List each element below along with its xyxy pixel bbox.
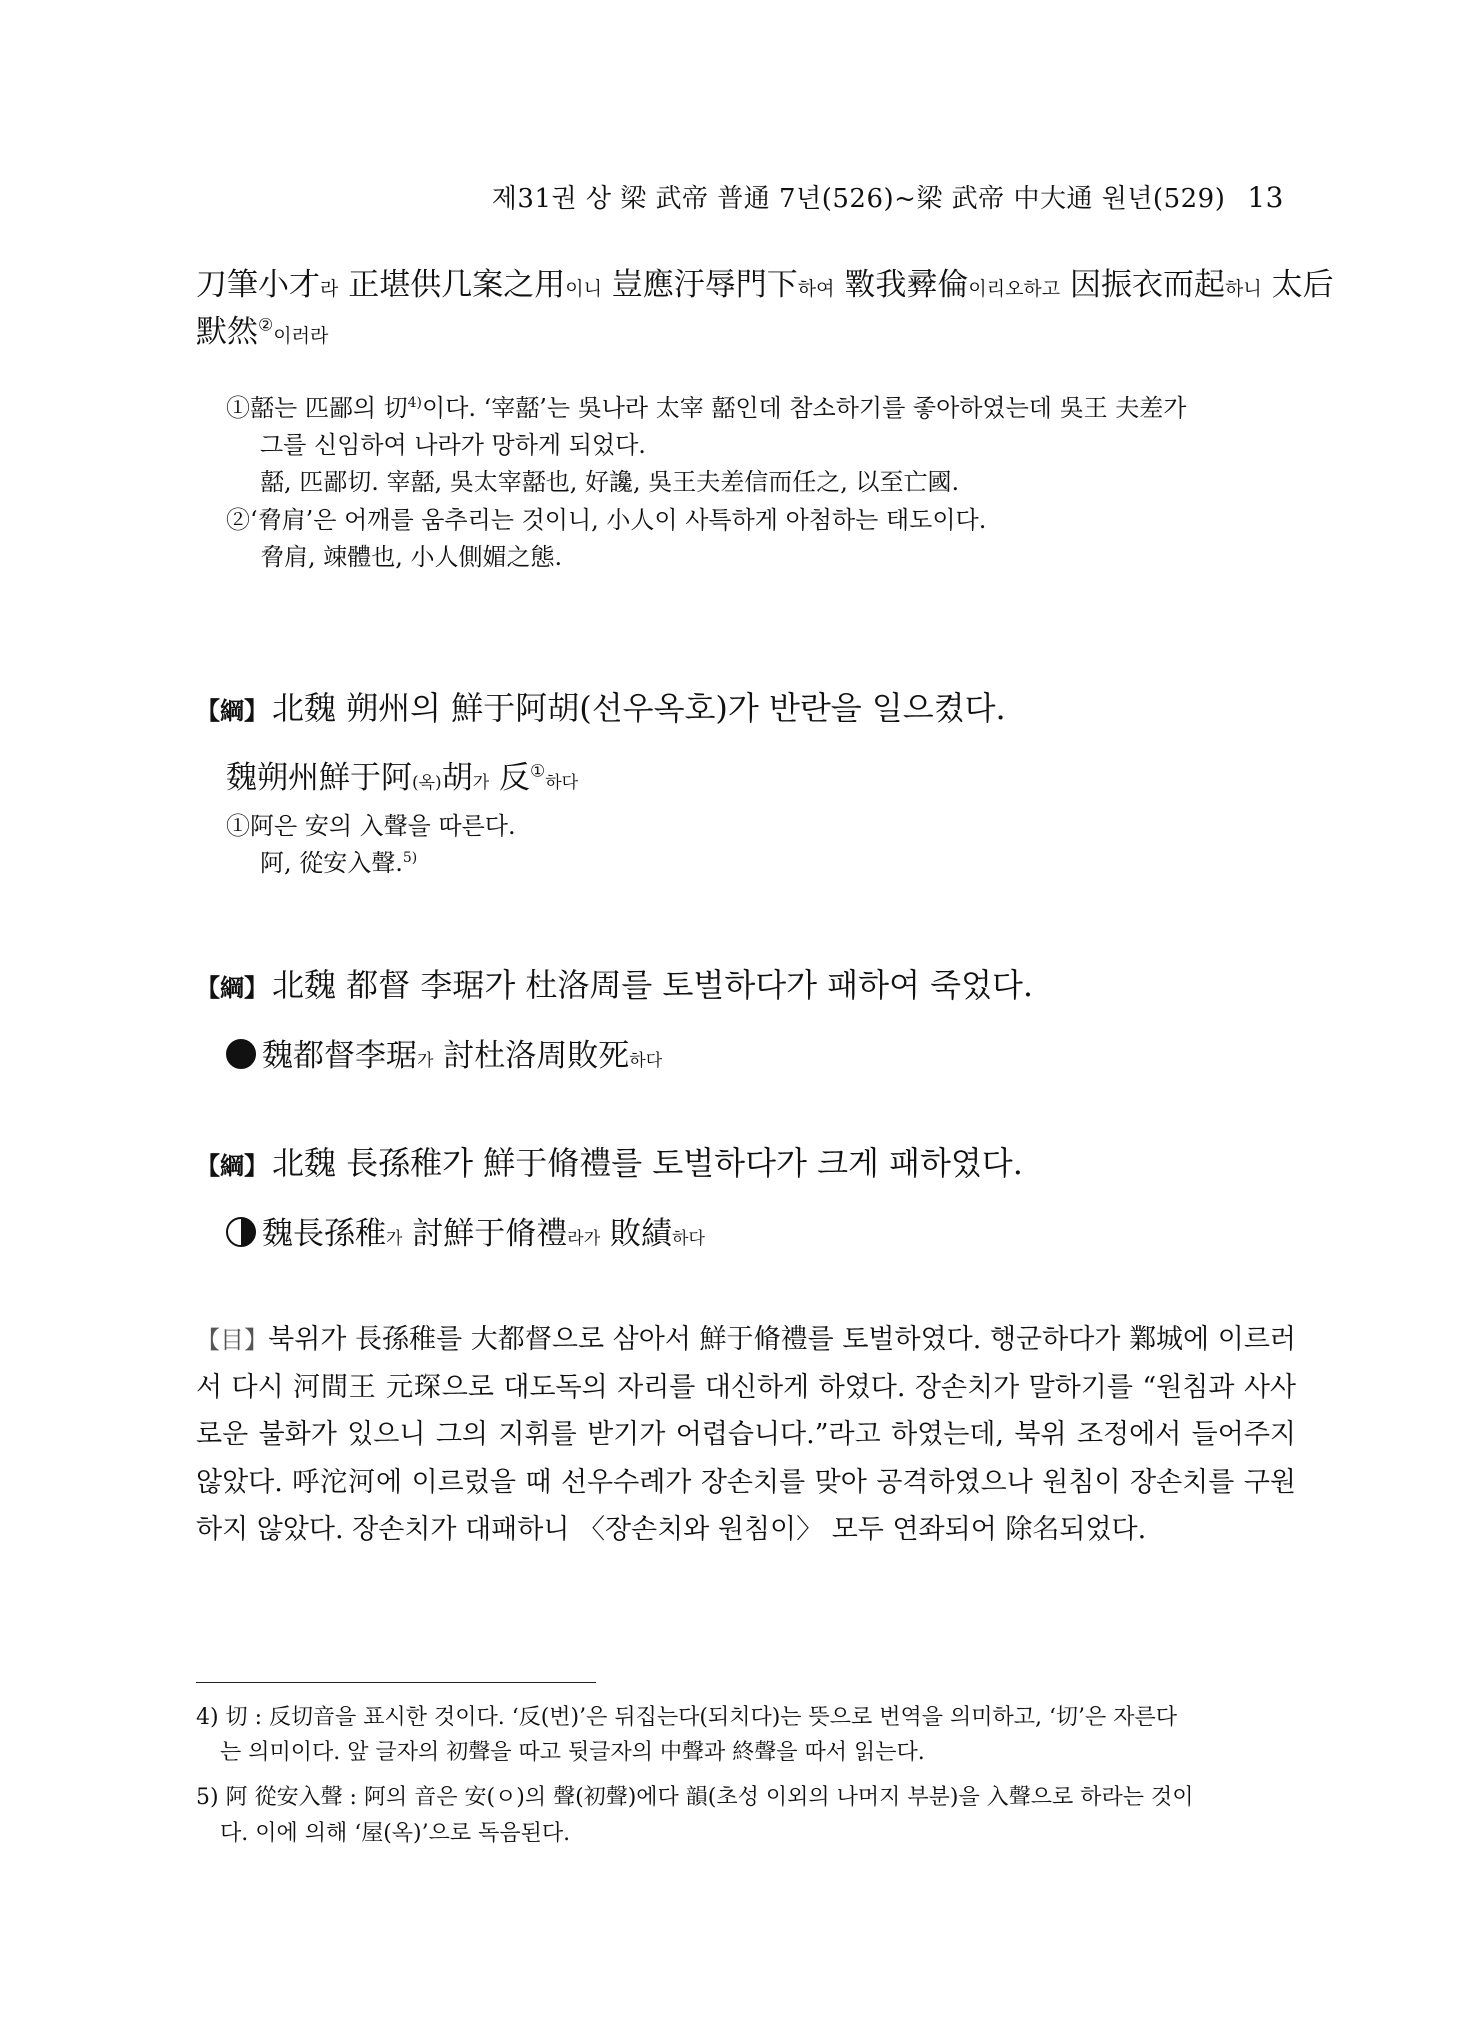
mok-paragraph (196, 1316, 1296, 1554)
note-marker: ② (258, 315, 274, 336)
footnote-4-line-1: 4) 切 : 反切音을 표시한 것이다. ‘反(번)’은 뒤집는다(되치다)는 뜻으로 번역을 의미하고, ‘切’은 자른다 (196, 1705, 1178, 1730)
text-particle: 가 (417, 1051, 434, 1071)
text-particle: 하니 (1225, 278, 1262, 300)
section-3-title: 北魏 長孫稚가 鮮于脩禮를 토벌하다가 크게 패하였다. (272, 1144, 1023, 1182)
section-3-original (226, 1208, 705, 1253)
text-segment: 豈應汙辱門下 (601, 267, 798, 303)
text-segment: 魏長孫稚 (262, 1216, 386, 1252)
section-1-notes (226, 808, 1286, 882)
top-original-text (196, 262, 1334, 355)
footnote-divider (196, 1682, 596, 1683)
text-segment: 敗績 (600, 1216, 673, 1252)
gang-tag: 【綱】 (196, 696, 268, 725)
text-particle: 이니 (565, 278, 602, 300)
section-1-title: 北魏 朔州의 鮮于阿胡(선우옥호)가 반란을 일으켰다. (272, 689, 1006, 727)
mok-text: 북위가 長孫稚를 大都督으로 삼아서 鮮于脩禮를 토벌하였다. 행군하다가 鄴城에 이르러서 다시 河間王 元琛으로 대도독의 자리를 대신하게 하였다. 장손치가 말하기를 “원침과 사사로운 불화가 있으니 그의 지휘를 받기가 어렵습니다.”라고 하였는데, 북위 조정에서 들어주지 않았다. 呼沱河에 이르렀을 때 선우수례가 장손치를 맞아 공격하였으나 원침이 장손치를 구원하지 않았다. 장손치가 대패하니 〈장손치와 원침이〉 모두 연좌되어 除名되었다. (196, 1324, 1296, 1546)
mok-tag: 【目】 (196, 1326, 269, 1354)
text-segment: 討杜洛周敗死 (433, 1038, 630, 1074)
text-segment: 斁我彛倫 (834, 267, 969, 303)
half-circle-icon (226, 1217, 256, 1247)
footnote-5-line-1: 5) 阿 從安入聲 : 阿의 音은 安(ㅇ)의 聲(初聲)에다 韻(초성 이외의 나머지 부분)을 入聲으로 하라는 것이 (196, 1785, 1194, 1811)
footnote-ref: 4) (407, 395, 423, 411)
footnote-4 (196, 1700, 1296, 1770)
note-2-line-1: ②‘脅肩’은 어깨를 움추리는 것이니, 小人이 사특하게 아첨하는 태도이다. (226, 505, 987, 534)
text-particle: 가 (472, 773, 490, 793)
text-particle: 이러라 (273, 324, 329, 347)
footnote-5 (196, 1780, 1296, 1850)
text-segment: 正堪供几案之用 (338, 267, 566, 303)
section-3-heading (196, 1138, 1023, 1184)
section-2-title: 北魏 都督 李琚가 杜洛周를 토벌하다가 패하여 죽었다. (272, 966, 1034, 1004)
text-particle: 하여 (797, 278, 835, 300)
note-text: 阿, 從安入聲. (260, 849, 403, 878)
section-1-heading (196, 683, 1006, 729)
note-text: 이다. ‘宰嚭’는 吳나라 太宰 嚭인데 참소하기를 좋아하였는데 吳王 夫差가 (422, 394, 1187, 422)
note-1-line-1 (226, 390, 1286, 427)
text-segment: 魏都督李琚 (262, 1038, 417, 1074)
top-text-line-1 (196, 262, 1334, 309)
reading-annotation: (옥) (412, 773, 442, 793)
section-1-note-line-2 (226, 845, 1286, 882)
text-particle: 하다 (545, 773, 579, 793)
gang-tag: 【綱】 (196, 1151, 268, 1180)
footnote-5-line-2: 다. 이에 의해 ‘屋(옥)’으로 독음된다. (220, 1820, 571, 1846)
note-2-line-2: 脅肩, 竦體也, 小人側媚之態. (260, 542, 563, 571)
text-particle: 하다 (629, 1051, 663, 1071)
note-text: ①嚭는 匹鄙의 切 (226, 394, 408, 422)
text-particle: 가 (386, 1229, 403, 1249)
gang-tag: 【綱】 (196, 973, 268, 1002)
note-1-line-3: 嚭, 匹鄙切. 宰嚭, 吳太宰嚭也, 好讒, 吳王夫差信而任之, 以至亡國. (260, 468, 960, 497)
footnote-ref: 5) (402, 850, 418, 867)
section-1-original (226, 752, 578, 797)
text-segment: 討鮮于脩禮 (402, 1216, 568, 1252)
full-circle-icon (226, 1039, 256, 1069)
text-segment: 太后 (1261, 267, 1334, 303)
top-text-line-2 (196, 309, 1296, 356)
footnote-4-line-2: 는 의미이다. 앞 글자의 初聲을 따고 뒷글자의 中聲과 終聲을 따서 읽는다. (220, 1740, 925, 1766)
text-segment: 胡 (441, 760, 473, 796)
running-title: 제31권 상 梁 武帝 普通 7년(526)~梁 武帝 中大通 원년(529) (491, 184, 1226, 214)
page-number: 13 (1247, 181, 1284, 214)
text-particle: 하다 (672, 1229, 705, 1249)
text-segment: 默然 (196, 313, 258, 350)
note-marker: ① (529, 761, 546, 782)
section-2-original (226, 1030, 662, 1075)
footnotes (196, 1700, 1296, 1861)
text-particle: 라가 (567, 1229, 601, 1249)
note-1-line-2: 그를 신임하여 나라가 망하게 되었다. (260, 431, 646, 460)
section-1-note-line-1: ①阿은 安의 入聲을 따른다. (226, 812, 516, 840)
top-notes (226, 390, 1286, 576)
text-segment: 魏朔州鮮于阿 (226, 760, 412, 796)
section-2-heading (196, 960, 1033, 1006)
text-particle: 이리오하고 (968, 278, 1061, 300)
running-header (492, 178, 1284, 215)
text-particle: 라 (320, 278, 339, 300)
text-segment: 反 (489, 760, 530, 796)
text-segment: 刀筆小才 (196, 267, 320, 303)
text-segment: 因振衣而起 (1060, 267, 1226, 303)
